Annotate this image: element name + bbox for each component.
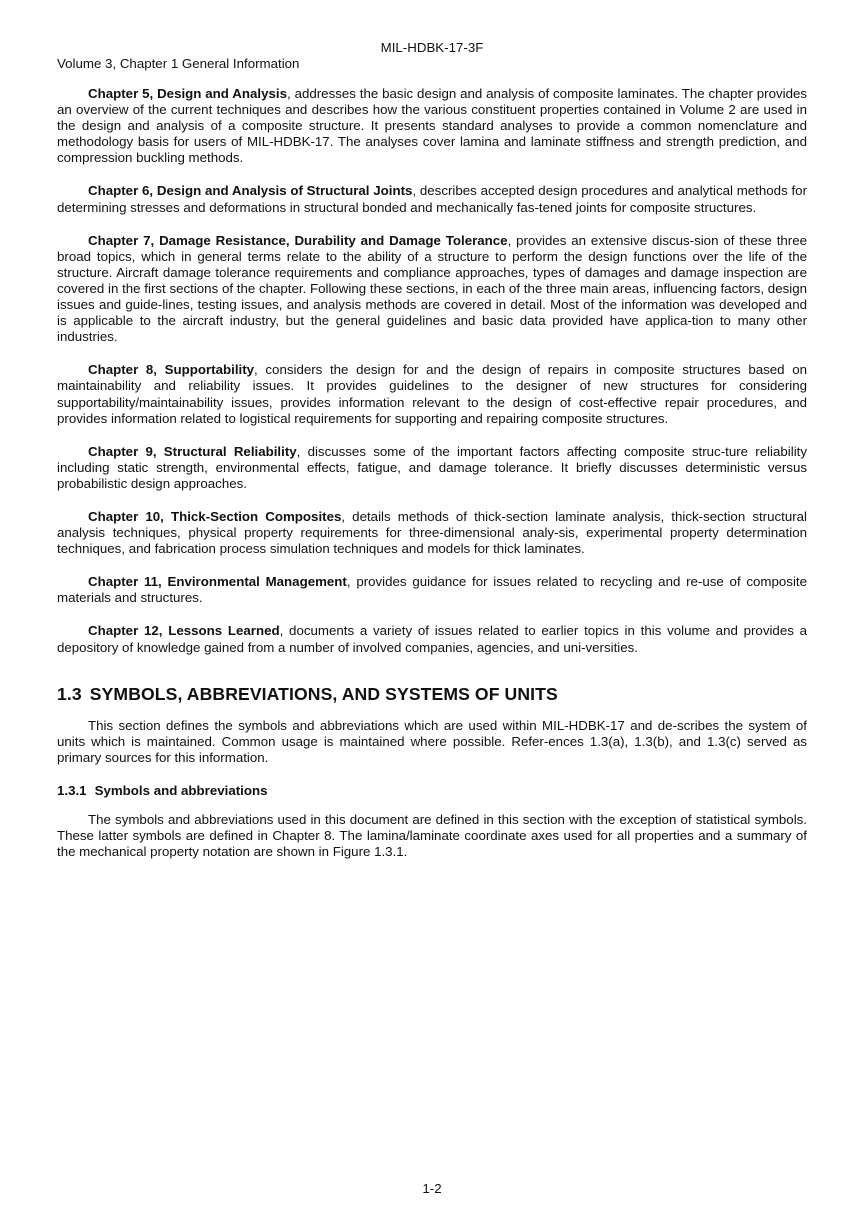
subsection-title: Symbols and abbreviations xyxy=(94,782,268,798)
chapter-10-paragraph xyxy=(57,509,807,557)
chapter-12-lead: Chapter 12, Lessons Learned xyxy=(88,623,280,639)
chapter-7-paragraph xyxy=(57,233,807,346)
chapter-6-paragraph xyxy=(57,183,807,215)
chapter-6-lead: Chapter 6, Design and Analysis of Structural Joints xyxy=(88,183,413,199)
chapter-7-text: , provides an extensive discus-sion of these three broad topics, which in general terms relate to the ability of a structure to perform the design functions over the life of the structure. Aircraft damage tolerance requirements and compliance approaches, types of damages and damage inspection are covered in the first sections of the chapter. Following these sections, in each of the three main areas, influencing factors, design issues and guide-lines, testing issues, and analysis methods are covered in detail. Most of the information was developed and is applicable to the aircraft industry, but the general guidelines and basic data provided have applica-tion to many other industries. xyxy=(57,232,808,345)
section-title: SYMBOLS, ABBREVIATIONS, AND SYSTEMS OF UNITS xyxy=(89,683,558,704)
chapter-10-lead: Chapter 10, Thick-Section Composites xyxy=(88,508,342,524)
chapter-12-paragraph xyxy=(57,623,807,655)
subsection-heading xyxy=(57,783,807,799)
chapter-9-paragraph xyxy=(57,444,807,492)
chapter-12-text: , documents a variety of issues related to earlier topics in this volume and provides a depository of knowledge gained from a number of involved companies, agencies, and uni-versities. xyxy=(57,623,807,655)
chapter-11-paragraph xyxy=(57,574,807,606)
section-number: 1.3 xyxy=(57,683,82,704)
running-head: Volume 3, Chapter 1 General Information xyxy=(57,56,300,71)
chapter-7-lead: Chapter 7, Damage Resistance, Durability and Damage Tolerance xyxy=(88,232,508,248)
chapter-8-lead: Chapter 8, Supportability xyxy=(88,362,255,378)
section-heading xyxy=(57,684,807,704)
chapter-6-text: , describes accepted design procedures and analytical methods for determining stresses and deformations in structural bonded and mechanically fas-tened joints for composite structures. xyxy=(57,183,808,215)
document-page xyxy=(57,40,807,877)
chapter-8-text: , considers the design for and the design of repairs in composite structures based on maintainability and reliability issues. It provides guidelines to the designer of new structures for considering supportability/maintainability issues, provides information relevant to the design of cost-effective repair procedures, and provides information related to logistical requirements for supporting and repairing composite structures. xyxy=(57,362,807,426)
chapter-9-lead: Chapter 9, Structural Reliability xyxy=(88,443,297,459)
chapter-8-paragraph xyxy=(57,362,807,426)
chapter-5-text: , addresses the basic design and analysis of composite laminates. The chapter provides an overview of the current techniques and describes how the various constituent properties contained in Volume 2 are used in the design and analysis of a composite structure. It presents standard analyses to provide a common nomenclature and methodology basis for users of MIL-HDBK-17. The analyses cover lamina and laminate stiffness and strength prediction, and compression buckling methods. xyxy=(57,86,808,166)
page-number: 1-2 xyxy=(422,1181,442,1196)
document-id: MIL-HDBK-17-3F xyxy=(380,40,484,55)
chapter-10-text: , details methods of thick-section laminate analysis, thick-section structural analysis techniques, physical property requirements for three-dimensional analy-sis, experimental property determination techniques, and fabrication process simulation techniques and models for thick laminates. xyxy=(57,508,808,557)
subsection-number: 1.3.1 xyxy=(57,782,87,798)
chapter-5-lead: Chapter 5, Design and Analysis xyxy=(88,86,287,101)
chapter-9-text: , discusses some of the important factors affecting composite struc-ture reliability including static strength, environmental effects, fatigue, and damage tolerance. It briefly discusses deterministic versus probabilistic design approaches. xyxy=(57,443,808,491)
chapter-5-paragraph xyxy=(57,86,807,166)
chapter-11-lead: Chapter 11, Environmental Management xyxy=(88,574,347,590)
chapter-11-text: , provides guidance for issues related to recycling and re-use of composite materials and structures. xyxy=(57,574,807,606)
subsection-body: The symbols and abbreviations used in this document are defined in this section with the exception of statistical symbols. These latter symbols are defined in Chapter 8. The lamina/laminate coordinate axes used for all properties and a summary of the mechanical property notation are shown in Figure 1.3.1. xyxy=(57,811,807,860)
section-body: This section defines the symbols and abbreviations which are used within MIL-HDBK-17 and de-scribes the system of units which is maintained. Common usage is maintained where possible. Refer-ences 1.3(a), 1.3(b), and 1.3(c) served as primary sources for this information. xyxy=(57,717,807,765)
